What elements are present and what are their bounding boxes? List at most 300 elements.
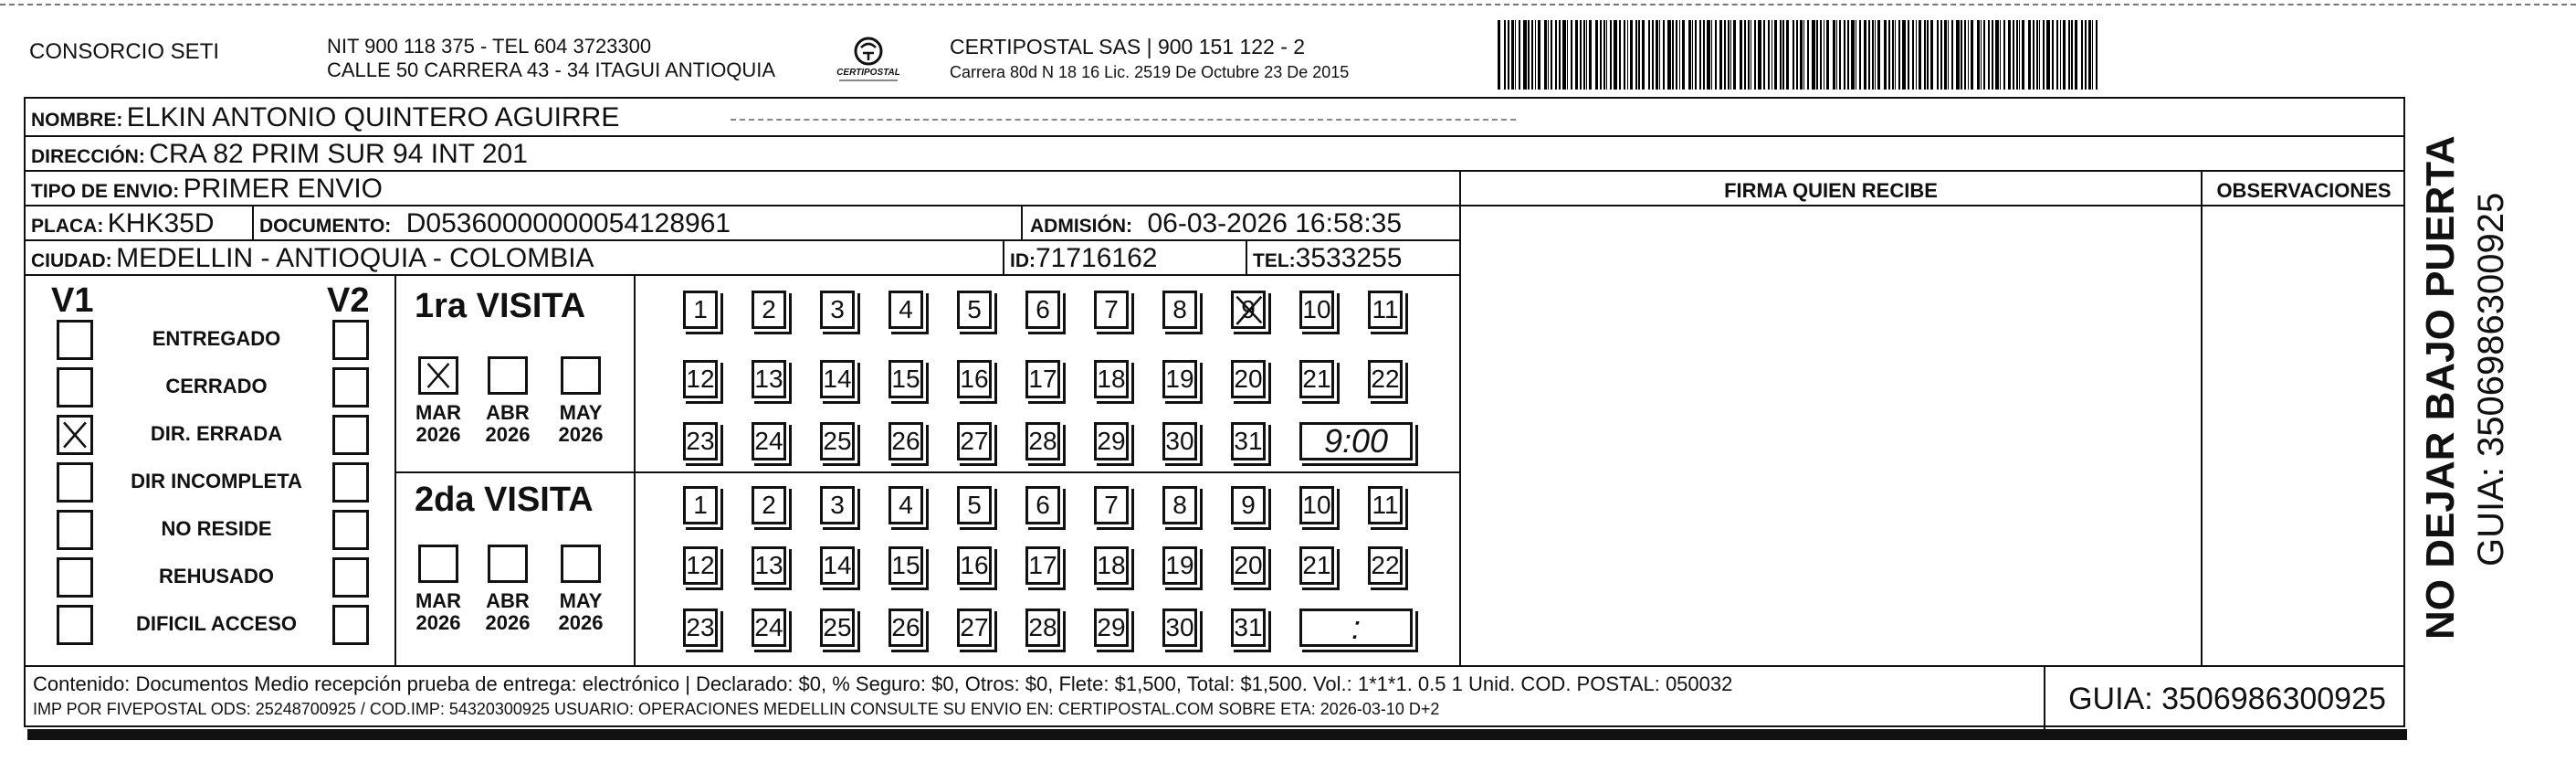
barcode-bar — [1812, 20, 1815, 90]
reason-label: DIR. ERRADA — [150, 422, 283, 445]
v1-checkbox[interactable] — [57, 367, 93, 407]
day-box[interactable] — [1299, 546, 1334, 585]
day-number: 23 — [686, 613, 715, 641]
barcode-bar — [1728, 20, 1730, 90]
v1-checkbox[interactable] — [57, 605, 93, 645]
v2-checkbox[interactable] — [332, 367, 369, 407]
day-box[interactable] — [1231, 422, 1266, 460]
day-box[interactable] — [1094, 486, 1129, 524]
day-number: 1 — [693, 295, 708, 323]
day-box[interactable] — [1025, 422, 1060, 460]
day-box[interactable] — [1094, 546, 1129, 585]
barcode-bar — [2046, 20, 2050, 90]
barcode-bar — [1763, 20, 1765, 90]
day-number: 9 — [1241, 295, 1256, 323]
day-number: 16 — [960, 551, 989, 579]
month-checkbox[interactable] — [418, 545, 458, 583]
barcode-bar — [1864, 20, 1866, 90]
id-field: ID:71716162 — [1010, 243, 1158, 273]
day-box[interactable] — [752, 546, 786, 585]
day-number: 30 — [1165, 427, 1194, 455]
day-box[interactable] — [1025, 609, 1060, 647]
day-number: 3 — [830, 491, 845, 519]
month-year: 2026 — [415, 423, 461, 446]
reason-label: NO RESIDE — [161, 517, 272, 540]
barcode-bar — [1888, 20, 1890, 90]
barcode-bar — [1872, 20, 1874, 90]
barcode-bar — [1663, 20, 1665, 90]
barcode-bar — [1995, 20, 1999, 90]
barcode-bar — [1908, 20, 1909, 90]
day-number: 21 — [1302, 551, 1331, 579]
day-box[interactable] — [1162, 422, 1197, 460]
day-number: 4 — [899, 295, 913, 323]
day-box[interactable] — [957, 486, 992, 524]
day-box[interactable] — [752, 609, 786, 647]
barcode-bar — [1816, 20, 1818, 90]
barcode-bar — [1961, 20, 1962, 90]
barcode-bar — [1884, 20, 1887, 90]
day-box[interactable] — [1094, 360, 1129, 398]
day-box[interactable] — [888, 546, 923, 585]
barcode-bar — [1652, 20, 1654, 90]
day-number: 24 — [754, 427, 783, 455]
day-check-mark — [1234, 293, 1263, 326]
day-number: 12 — [686, 551, 715, 579]
day-number: 20 — [1234, 551, 1263, 579]
barcode-bar — [1820, 20, 1822, 90]
day-box[interactable] — [820, 486, 855, 524]
day-number: 2 — [762, 295, 776, 323]
barcode-bar — [2063, 20, 2066, 90]
month-checkbox[interactable] — [561, 356, 601, 395]
month-checkbox[interactable] — [488, 356, 528, 395]
barcode-bar — [1875, 20, 1876, 90]
v1-checkbox[interactable] — [57, 462, 93, 503]
day-box[interactable] — [1299, 486, 1334, 524]
barcode-bar — [2003, 20, 2005, 90]
barcode-bar — [1648, 20, 1650, 90]
barcode-bar — [1676, 20, 1677, 90]
day-box[interactable] — [888, 291, 923, 329]
month-year: 2026 — [485, 611, 531, 634]
recipient-name: ELKIN ANTONIO QUINTERO AGUIRRE — [126, 102, 620, 132]
address-line: CALLE 50 CARRERA 43 - 34 ITAGUI ANTIOQUIA — [327, 58, 776, 81]
day-box[interactable] — [1368, 546, 1403, 585]
barcode-bar — [1610, 20, 1612, 90]
day-number: 14 — [823, 551, 852, 579]
bottom-border — [27, 729, 2407, 740]
day-box[interactable] — [1094, 422, 1129, 460]
tel-value: 3533255 — [1295, 243, 1403, 273]
day-box[interactable] — [752, 486, 786, 524]
day-box[interactable] — [1299, 291, 1334, 329]
barcode-bar — [1635, 20, 1637, 90]
v1-checkbox[interactable] — [57, 320, 93, 360]
barcode-bar — [1528, 20, 1530, 90]
barcode-bar — [1956, 20, 1960, 90]
barcode-bar — [2008, 20, 2011, 90]
barcode-bar — [1768, 20, 1770, 90]
carrier-line: CERTIPOSTAL SAS | 900 151 122 - 2 — [950, 35, 1306, 58]
day-box[interactable] — [1231, 360, 1266, 398]
barcode-bar — [2013, 20, 2014, 90]
reason-label: CERRADO — [165, 375, 268, 397]
barcode-bar — [2056, 20, 2058, 90]
barcode-bar — [1916, 20, 1917, 90]
v2-checkbox[interactable] — [332, 320, 369, 360]
barcode-bar — [1902, 20, 1906, 90]
day-number: 18 — [1097, 365, 1126, 393]
day-number: 26 — [891, 613, 920, 641]
day-number: 17 — [1028, 365, 1057, 393]
name-row: NOMBRE: ELKIN ANTONIO QUINTERO AGUIRRE — [31, 102, 620, 132]
barcode-bar — [1919, 20, 1921, 90]
day-number: 15 — [891, 551, 920, 579]
visit2-title: 2da VISITA — [415, 481, 594, 519]
day-box[interactable] — [1025, 360, 1060, 398]
barcode-bar — [1992, 20, 1993, 90]
barcode-bar — [1839, 20, 1841, 90]
v2-checkbox[interactable] — [332, 557, 369, 598]
barcode-bar — [1844, 20, 1845, 90]
day-box[interactable] — [1094, 291, 1129, 329]
day-number: 13 — [754, 551, 783, 579]
barcode-bar — [1511, 20, 1514, 90]
barcode-bar — [1826, 20, 1829, 90]
day-number: 30 — [1165, 613, 1194, 641]
footer-content: Contenido: Documentos Medio recepción prueba de entrega: electrónico | Declarado: $0, % Seguro: $0, Otros: $0, Flete: $1,500, Total: $1,500. Vol.: 1*1*1. 0.5 1 Unid. COD. POSTAL: 050032 — [33, 672, 1733, 695]
day-number: 6 — [1036, 295, 1050, 323]
barcode — [1498, 20, 2228, 90]
day-box[interactable] — [1094, 609, 1129, 647]
day-number: 13 — [754, 365, 783, 393]
recipient-address: CRA 82 PRIM SUR 94 INT 201 — [149, 139, 528, 169]
day-number: 29 — [1097, 427, 1126, 455]
day-number: 6 — [1036, 491, 1050, 519]
barcode-bar — [2096, 20, 2098, 90]
v2-checkbox[interactable] — [332, 462, 369, 503]
day-number: 17 — [1028, 551, 1057, 579]
day-number: 11 — [1372, 295, 1399, 323]
month-label — [480, 402, 535, 446]
barcode-bar — [1703, 20, 1705, 90]
day-number: 7 — [1104, 491, 1119, 519]
month-label — [411, 590, 466, 634]
day-number: 14 — [823, 365, 852, 393]
day-number: 24 — [754, 613, 783, 641]
day-box[interactable] — [957, 609, 992, 647]
day-box[interactable] — [1231, 609, 1266, 647]
month-name: MAR — [415, 401, 462, 424]
day-box[interactable] — [752, 291, 786, 329]
day-number: 31 — [1234, 613, 1263, 641]
barcode-bar — [1733, 20, 1736, 90]
barcode-bar — [1793, 20, 1794, 90]
month-checkbox[interactable] — [488, 545, 528, 583]
barcode-bar — [1988, 20, 1990, 90]
day-number: 19 — [1165, 551, 1194, 579]
day-number: 4 — [899, 491, 913, 519]
time-box[interactable] — [1299, 422, 1413, 460]
barcode-bar — [1892, 20, 1894, 90]
day-number: 25 — [823, 427, 852, 455]
barcode-bar — [1774, 20, 1777, 90]
barcode-bar — [1583, 20, 1585, 90]
time-value: : — [1351, 609, 1361, 646]
barcode-bar — [1800, 20, 1803, 90]
id-value: 71716162 — [1036, 243, 1158, 273]
day-box[interactable] — [683, 546, 718, 585]
day-box[interactable] — [752, 360, 786, 398]
day-number: 22 — [1371, 365, 1400, 393]
day-box[interactable] — [820, 360, 855, 398]
side-guide: GUIA: 3506986300925 — [2471, 192, 2511, 566]
barcode-bar — [2068, 20, 2070, 90]
barcode-bar — [1548, 20, 1549, 90]
address-row: DIRECCIÓN: CRA 82 PRIM SUR 94 INT 201 — [31, 139, 528, 169]
day-box[interactable] — [1162, 546, 1197, 585]
barcode-bar — [1912, 20, 1914, 90]
day-box[interactable] — [1368, 486, 1403, 524]
observations-header: OBSERVACIONES — [2216, 179, 2392, 202]
barcode-bar — [1555, 20, 1557, 90]
top-rule — [0, 4, 2576, 5]
barcode-bar — [2039, 20, 2040, 90]
v1-checkbox[interactable] — [57, 415, 93, 455]
plate-field: PLACA: KHK35D — [31, 208, 215, 238]
barcode-bar — [1964, 20, 1966, 90]
day-number: 15 — [891, 365, 920, 393]
barcode-bar — [2036, 20, 2038, 90]
month-label — [553, 402, 608, 446]
plate-value: KHK35D — [107, 208, 215, 238]
barcode-bar — [1981, 20, 1982, 90]
day-number: 3 — [830, 295, 845, 323]
day-number: 31 — [1234, 427, 1263, 455]
reason-label: DIR INCOMPLETA — [131, 470, 302, 492]
barcode-bar — [1833, 20, 1835, 90]
reason-label: DIFICIL ACCESO — [135, 612, 297, 635]
day-box[interactable] — [888, 486, 923, 524]
day-number: 22 — [1371, 551, 1400, 579]
day-number: 10 — [1302, 295, 1331, 323]
barcode-bar — [1498, 20, 1500, 90]
barcode-bar — [1551, 20, 1552, 90]
barcode-bar — [1515, 20, 1516, 90]
day-number: 7 — [1104, 295, 1119, 323]
day-box[interactable] — [752, 422, 786, 460]
v2-checkbox[interactable] — [332, 605, 369, 645]
barcode-bar — [1595, 20, 1598, 90]
day-number: 5 — [967, 295, 982, 323]
day-number: 8 — [1172, 295, 1187, 323]
barcode-bar — [1688, 20, 1691, 90]
reason-label: ENTREGADO — [152, 327, 281, 350]
v2-checkbox[interactable] — [332, 510, 369, 550]
barcode-bar — [1983, 20, 1985, 90]
document-value: D05360000000054128961 — [405, 208, 731, 238]
barcode-bar — [1951, 20, 1953, 90]
day-box[interactable] — [1368, 291, 1403, 329]
day-box[interactable] — [1025, 486, 1060, 524]
day-number: 12 — [686, 365, 715, 393]
day-box[interactable] — [820, 609, 855, 647]
barcode-bar — [2016, 20, 2018, 90]
barcode-bar — [1627, 20, 1628, 90]
day-box[interactable] — [683, 422, 718, 460]
day-number: 25 — [823, 613, 852, 641]
barcode-bar — [1544, 20, 1547, 90]
type-row: TIPO DE ENVIO: PRIMER ENVIO — [31, 174, 384, 204]
day-box[interactable] — [820, 291, 855, 329]
day-box[interactable] — [1231, 291, 1266, 329]
barcode-bar — [1851, 20, 1855, 90]
company-name: CONSORCIO SETI — [29, 39, 220, 64]
day-number: 28 — [1028, 613, 1057, 641]
barcode-bar — [1868, 20, 1870, 90]
barcode-bar — [1715, 20, 1717, 90]
day-box[interactable] — [957, 422, 992, 460]
month-checkbox[interactable] — [561, 545, 601, 583]
barcode-bar — [1754, 20, 1756, 90]
barcode-bar — [1535, 20, 1536, 90]
barcode-bar — [1836, 20, 1837, 90]
day-box[interactable] — [888, 609, 923, 647]
barcode-bar — [1719, 20, 1722, 90]
barcode-bar — [1571, 20, 1572, 90]
barcode-bar — [1580, 20, 1582, 90]
barcode-bar — [1740, 20, 1742, 90]
day-box[interactable] — [1025, 546, 1060, 585]
barcode-bar — [1606, 20, 1607, 90]
day-box[interactable] — [1025, 291, 1060, 329]
carrier-license: Carrera 80d N 18 16 Lic. 2519 De Octubre 23 De 2015 — [950, 63, 1350, 81]
footer-imp: IMP POR FIVEPOSTAL ODS: 25248700925 / COD.IMP: 54320300925 USUARIO: OPERACIONES MEDELLIN CONSULTE SU ENVIO EN: CERTIPOSTAL.COM SOBRE ETA: 2026-03-10 D+2 — [33, 700, 1440, 718]
day-box[interactable] — [683, 360, 718, 398]
day-box[interactable] — [957, 546, 992, 585]
barcode-bar — [1780, 20, 1782, 90]
day-box[interactable] — [1368, 360, 1403, 398]
barcode-bar — [1695, 20, 1697, 90]
v2-checkbox[interactable] — [332, 415, 369, 455]
admission-value: 06-03-2026 16:58:35 — [1147, 208, 1403, 238]
barcode-bar — [1538, 20, 1540, 90]
day-box[interactable] — [1231, 546, 1266, 585]
admission-field: ADMISIÓN: 06-03-2026 16:58:35 — [1030, 208, 1403, 238]
barcode-bar — [1559, 20, 1561, 90]
barcode-bar — [2033, 20, 2035, 90]
day-box[interactable] — [683, 609, 718, 647]
barcode-bar — [2085, 20, 2087, 90]
day-box[interactable] — [1162, 360, 1197, 398]
barcode-bar — [1859, 20, 1861, 90]
barcode-bar — [1782, 20, 1784, 90]
barcode-bar — [2043, 20, 2045, 90]
day-box[interactable] — [1162, 486, 1197, 524]
day-box[interactable] — [683, 486, 718, 524]
barcode-bar — [1977, 20, 1980, 90]
barcode-bar — [1504, 20, 1506, 90]
v2-label: V2 — [327, 281, 370, 320]
day-number: 8 — [1172, 491, 1187, 519]
barcode-bar — [1682, 20, 1685, 90]
day-box[interactable] — [820, 422, 855, 460]
barcode-bar — [1707, 20, 1710, 90]
day-box[interactable] — [1231, 486, 1266, 524]
barcode-bar — [1642, 20, 1645, 90]
barcode-bar — [1803, 20, 1804, 90]
barcode-bar — [1744, 20, 1746, 90]
day-number: 23 — [686, 427, 715, 455]
day-box[interactable] — [1299, 360, 1334, 398]
month-checkbox[interactable] — [418, 356, 458, 395]
day-number: 2 — [762, 491, 776, 519]
month-year: 2026 — [415, 611, 461, 634]
v1-checkbox[interactable] — [57, 557, 93, 598]
barcode-bar — [1924, 20, 1926, 90]
day-box[interactable] — [957, 360, 992, 398]
barcode-bar — [1898, 20, 1900, 90]
barcode-bar — [1971, 20, 1973, 90]
day-number: 5 — [967, 491, 982, 519]
month-name: ABR — [486, 589, 530, 612]
day-number: 10 — [1302, 491, 1331, 519]
certipostal-logo: CERTIPOSTAL — [836, 33, 901, 90]
day-number: 19 — [1165, 365, 1194, 393]
barcode-bar — [1730, 20, 1731, 90]
time-box[interactable] — [1299, 609, 1413, 647]
day-box[interactable] — [888, 422, 923, 460]
barcode-bar — [1638, 20, 1640, 90]
barcode-bar — [1679, 20, 1680, 90]
barcode-bar — [1659, 20, 1660, 90]
day-number: 21 — [1302, 365, 1331, 393]
barcode-bar — [2075, 20, 2077, 90]
day-box[interactable] — [1162, 609, 1197, 647]
day-box[interactable] — [957, 291, 992, 329]
day-number: 9 — [1241, 491, 1256, 519]
month-year: 2026 — [558, 611, 604, 634]
barcode-bar — [2088, 20, 2091, 90]
month-label — [480, 590, 535, 634]
barcode-bar — [1699, 20, 1701, 90]
barcode-bar — [1895, 20, 1896, 90]
month-name: MAY — [559, 589, 603, 612]
day-box[interactable] — [888, 360, 923, 398]
visit1-title: 1ra VISITA — [415, 287, 586, 325]
day-box[interactable] — [683, 291, 718, 329]
v1-checkbox[interactable] — [57, 510, 93, 550]
city-field: CIUDAD: MEDELLIN - ANTIOQUIA - COLOMBIA — [31, 243, 594, 273]
barcode-bar — [1847, 20, 1849, 90]
month-name: ABR — [486, 401, 530, 424]
barcode-bar — [1523, 20, 1527, 90]
barcode-bar — [1586, 20, 1587, 90]
time-value: 9:00 — [1323, 422, 1389, 460]
barcode-bar — [1589, 20, 1592, 90]
barcode-bar — [1796, 20, 1798, 90]
document-field: DOCUMENTO: D05360000000054128961 — [259, 208, 731, 238]
barcode-bar — [1724, 20, 1726, 90]
barcode-bar — [1748, 20, 1750, 90]
day-box[interactable] — [1162, 291, 1197, 329]
day-number: 1 — [693, 491, 708, 519]
barcode-bar — [1877, 20, 1880, 90]
barcode-bar — [1937, 20, 1939, 90]
barcode-bar — [1667, 20, 1671, 90]
day-box[interactable] — [820, 546, 855, 585]
